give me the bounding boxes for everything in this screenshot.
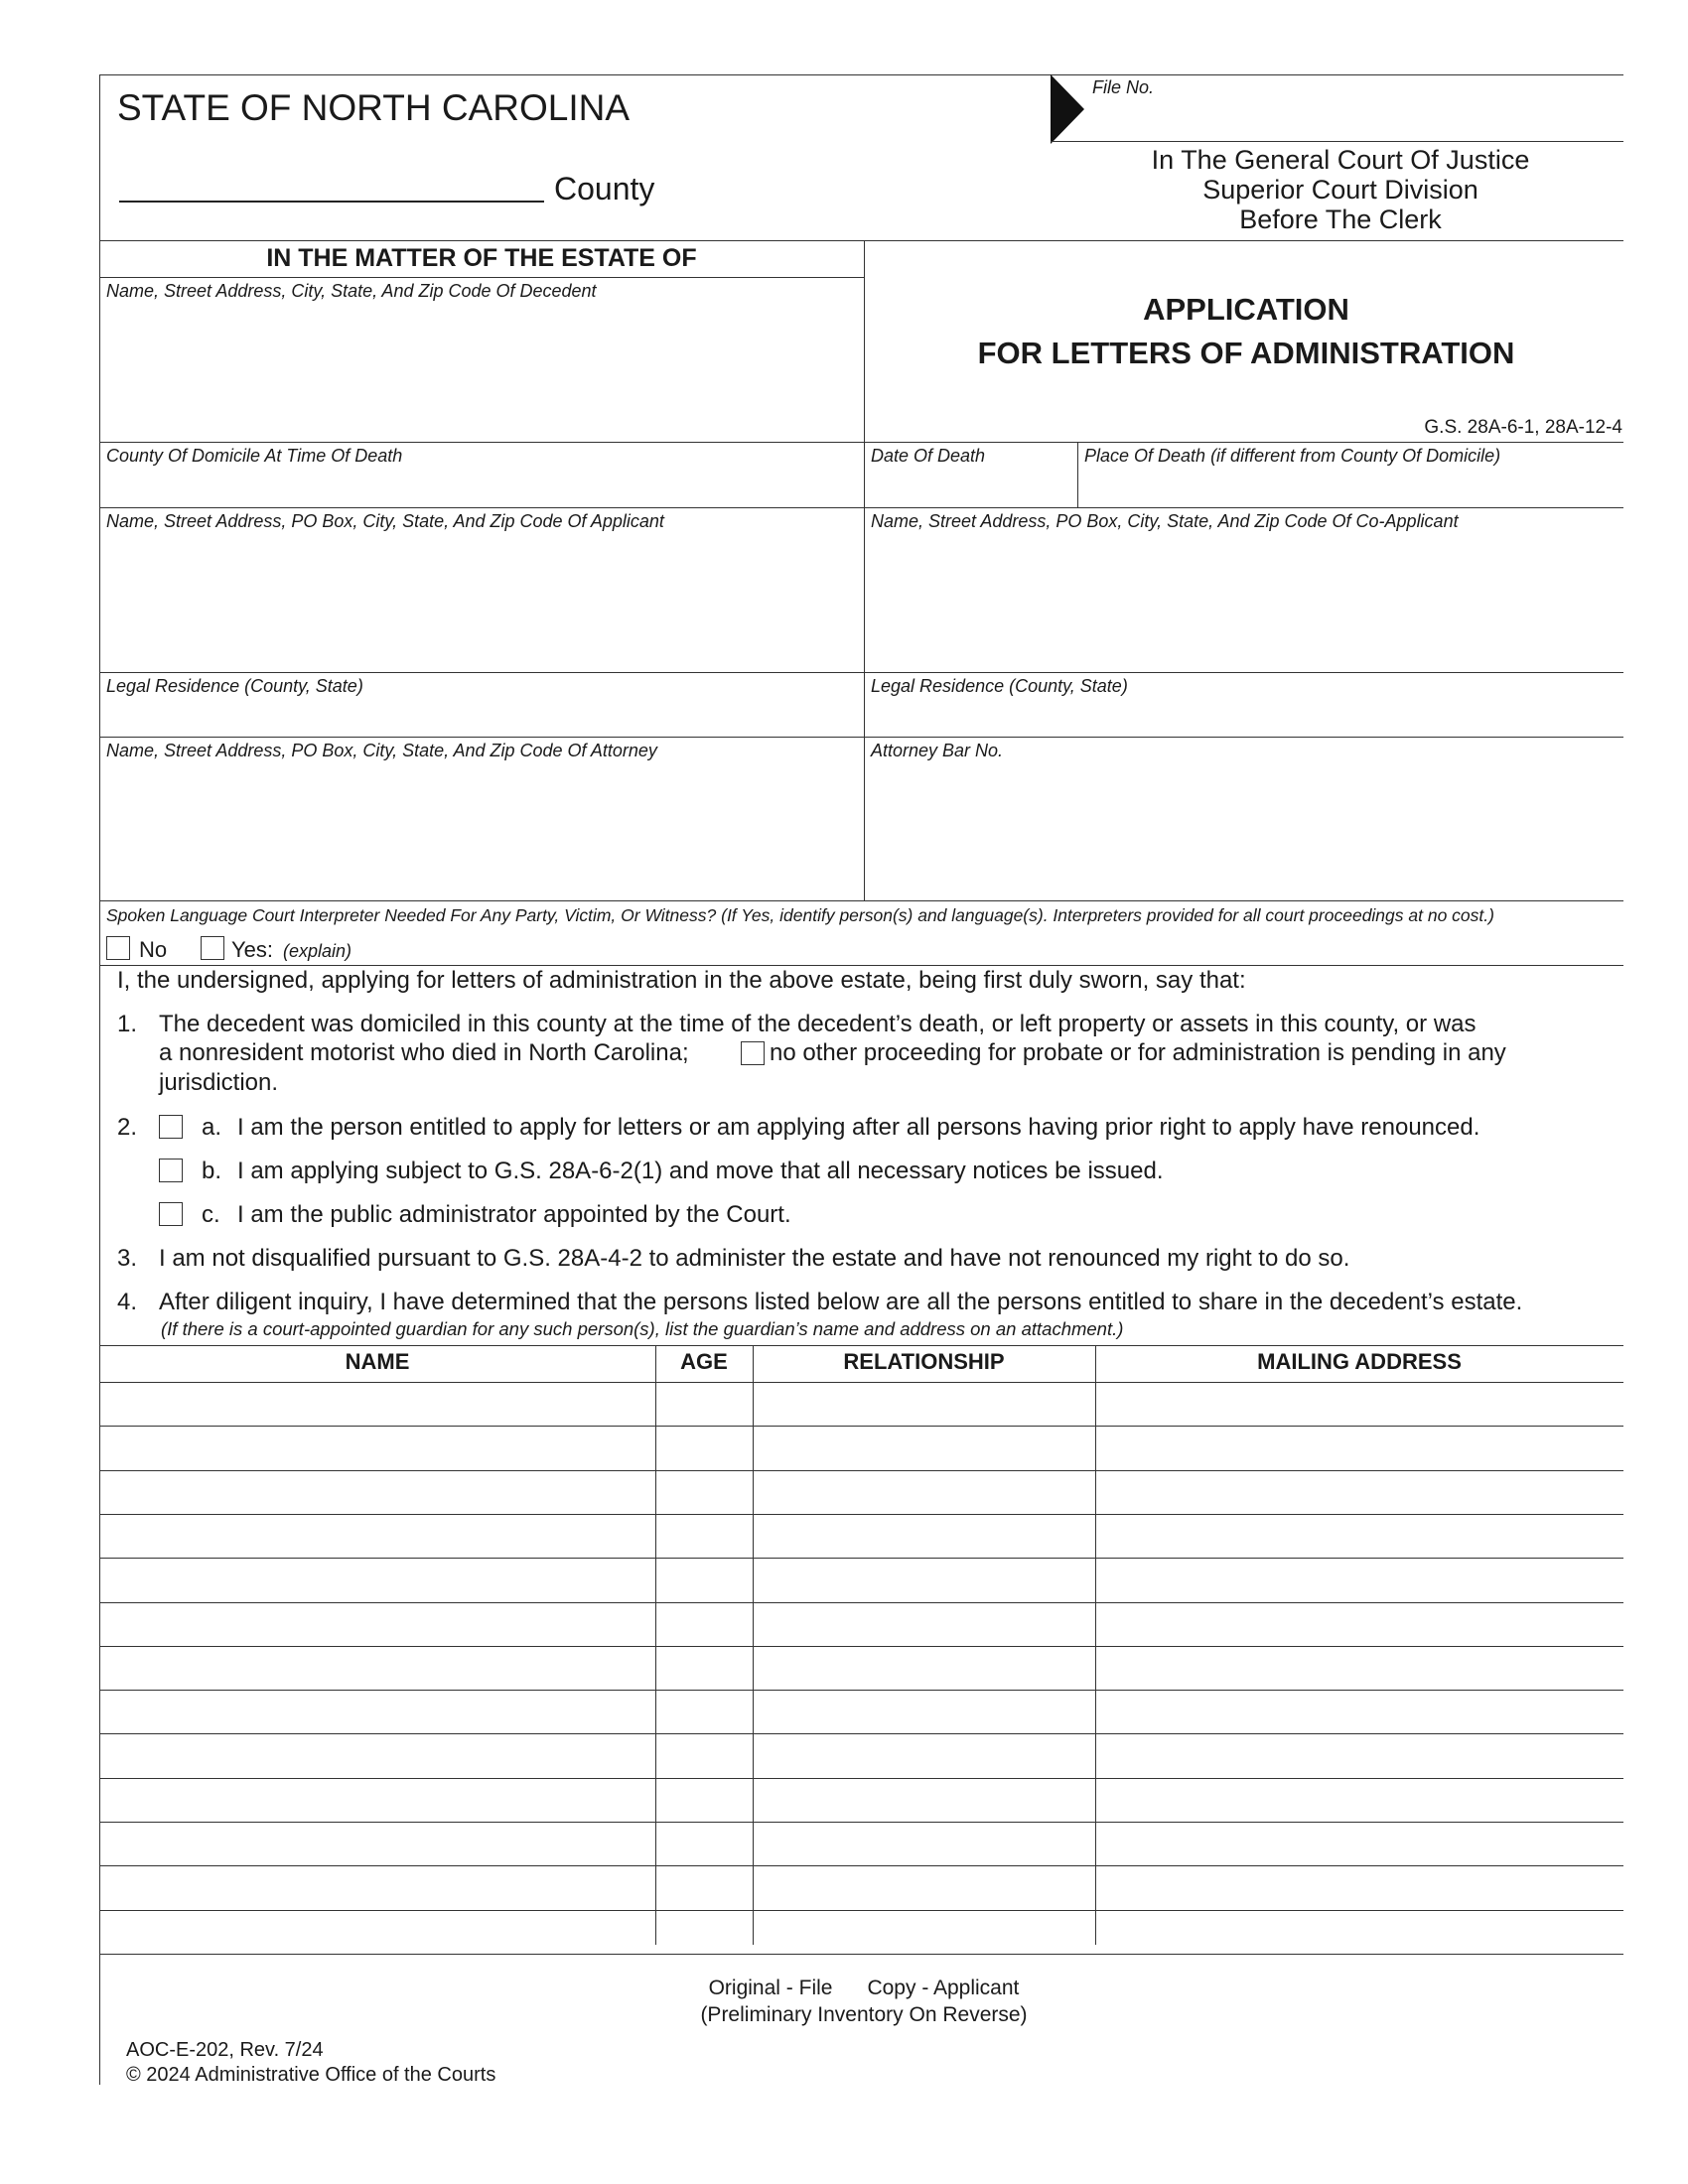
table-row-line xyxy=(99,1910,1623,1911)
table-row-line xyxy=(99,1558,1623,1559)
table-cell-input[interactable] xyxy=(101,1912,653,1952)
table-row-line xyxy=(99,1426,1623,1427)
item-1-line-2a: a nonresident motorist who died in North Carolina; xyxy=(159,1039,689,1066)
item-1-line-1: The decedent was domiciled in this county at the time of the decedent’s death, or left property or assets in this county, or was xyxy=(159,1011,1477,1037)
table-cell-input[interactable] xyxy=(755,1428,1093,1467)
table-cell-input[interactable] xyxy=(657,1780,751,1820)
date-place-divider xyxy=(1077,442,1078,508)
table-cell-input[interactable] xyxy=(657,1912,751,1952)
row-line-6 xyxy=(99,965,1623,966)
left-border xyxy=(99,74,100,2085)
interpreter-yes-checkbox[interactable] xyxy=(201,936,224,960)
file-no-label: File No. xyxy=(1092,77,1155,97)
table-row-line xyxy=(99,1646,1623,1647)
state-title: STATE OF NORTH CAROLINA xyxy=(117,87,630,128)
interpreter-explain-field[interactable] xyxy=(377,933,1618,961)
date-of-death-field[interactable] xyxy=(866,467,1074,504)
table-cell-input[interactable] xyxy=(1097,1912,1621,1952)
item-2b-checkbox[interactable] xyxy=(159,1159,183,1182)
table-row-line xyxy=(99,1822,1623,1823)
row-line-2 xyxy=(99,507,1623,508)
co-applicant-label: Name, Street Address, PO Box, City, State, And Zip Code Of Co-Applicant xyxy=(871,511,1459,531)
interpreter-explain-label: (explain) xyxy=(283,941,352,961)
applicant-field[interactable] xyxy=(101,533,862,670)
table-cell-input[interactable] xyxy=(657,1648,751,1688)
table-header-age: AGE xyxy=(680,1349,728,1374)
interpreter-no-checkbox[interactable] xyxy=(106,936,130,960)
copyright: © 2024 Administrative Office of the Courts xyxy=(126,2064,496,2086)
table-cell-input[interactable] xyxy=(755,1912,1093,1952)
attorney-field[interactable] xyxy=(101,762,862,897)
item-1-number: 1. xyxy=(117,1011,138,1037)
form-number: AOC-E-202, Rev. 7/24 xyxy=(126,2039,324,2061)
interpreter-no-label: No xyxy=(139,937,168,962)
decedent-field[interactable] xyxy=(101,303,862,440)
table-cell-input[interactable] xyxy=(657,1692,751,1731)
row-line-5 xyxy=(99,900,1623,901)
table-row-line xyxy=(99,1382,1623,1383)
date-of-death-label: Date Of Death xyxy=(871,446,986,466)
item-2a-text: I am the person entitled to apply for letters or am applying after all persons having prior right to apply have renounced. xyxy=(237,1114,1480,1141)
table-cell-input[interactable] xyxy=(755,1516,1093,1556)
item-4-text: After diligent inquiry, I have determined that the persons listed below are all the persons entitled to share in the decedent’s estate. xyxy=(159,1289,1523,1315)
form-title xyxy=(894,288,1599,375)
file-arrow-icon xyxy=(1051,74,1086,144)
table-cell-input[interactable] xyxy=(755,1780,1093,1820)
estate-heading: IN THE MATTER OF THE ESTATE OF xyxy=(266,244,697,272)
table-header-name: NAME xyxy=(345,1349,410,1374)
table-cell-input[interactable] xyxy=(1097,1648,1621,1688)
item-2-number: 2. xyxy=(117,1114,138,1141)
item-2c-checkbox[interactable] xyxy=(159,1202,183,1226)
table-cell-input[interactable] xyxy=(101,1472,653,1512)
table-cell-input[interactable] xyxy=(755,1692,1093,1731)
item-1-line-3: jurisdiction. xyxy=(159,1069,279,1096)
table-row-line xyxy=(99,1514,1623,1515)
table-cell-input[interactable] xyxy=(101,1560,653,1599)
row-line-3 xyxy=(99,672,1623,673)
table-cell-input[interactable] xyxy=(755,1648,1093,1688)
table-top-line xyxy=(99,1345,1623,1346)
center-divider-top xyxy=(864,240,865,900)
county-underline[interactable] xyxy=(119,201,544,203)
table-cell-input[interactable] xyxy=(101,1780,653,1820)
table-cell-input[interactable] xyxy=(657,1516,751,1556)
legal-residence-1-field[interactable] xyxy=(101,697,862,735)
table-cell-input[interactable] xyxy=(101,1648,653,1688)
table-row-line xyxy=(99,1865,1623,1866)
table-cell-input[interactable] xyxy=(755,1867,1093,1907)
table-cell-input[interactable] xyxy=(101,1384,653,1424)
attorney-label: Name, Street Address, PO Box, City, State, And Zip Code Of Attorney xyxy=(106,741,657,760)
title-line-2: FOR LETTERS OF ADMINISTRATION xyxy=(977,336,1515,370)
table-cell-input[interactable] xyxy=(1097,1472,1621,1512)
place-of-death-label: Place Of Death (if different from County Of Domicile) xyxy=(1084,446,1501,466)
applicant-label: Name, Street Address, PO Box, City, State, And Zip Code Of Applicant xyxy=(106,511,664,531)
item-1-line-2b: no other proceeding for probate or for administration is pending in any xyxy=(770,1039,1506,1066)
item-2a-letter: a. xyxy=(202,1114,222,1141)
top-border xyxy=(99,74,1623,75)
item-2c-text: I am the public administrator appointed by the Court. xyxy=(237,1201,791,1228)
item-2c-letter: c. xyxy=(202,1201,220,1228)
table-cell-input[interactable] xyxy=(657,1824,751,1863)
table-cell-input[interactable] xyxy=(1097,1428,1621,1467)
county-label: County xyxy=(554,171,655,206)
table-cell-input[interactable] xyxy=(657,1604,751,1644)
no-other-proceeding-checkbox[interactable] xyxy=(741,1041,765,1065)
table-cell-input[interactable] xyxy=(755,1472,1093,1512)
table-cell-input[interactable] xyxy=(101,1692,653,1731)
row-line-4 xyxy=(99,737,1623,738)
court-block xyxy=(1092,145,1589,234)
court-line-1: In The General Court Of Justice xyxy=(1151,145,1530,175)
table-cell-input[interactable] xyxy=(1097,1867,1621,1907)
item-4-number: 4. xyxy=(117,1289,138,1315)
table-cell-input[interactable] xyxy=(101,1604,653,1644)
item-4-note: (If there is a court-appointed guardian for any such person(s), list the guardian’s name and address on an attachment.) xyxy=(161,1318,1124,1339)
table-row-line xyxy=(99,1954,1623,1955)
table-cell-input[interactable] xyxy=(657,1867,751,1907)
item-2a-checkbox[interactable] xyxy=(159,1115,183,1139)
table-cell-input[interactable] xyxy=(755,1735,1093,1775)
table-row-line xyxy=(99,1778,1623,1779)
file-no-line[interactable] xyxy=(1051,141,1623,142)
footer-copies: Original - File Copy - Applicant xyxy=(708,1977,1020,1999)
county-domicile-field[interactable] xyxy=(101,467,862,504)
table-cell-input[interactable] xyxy=(1097,1780,1621,1820)
table-cell-input[interactable] xyxy=(1097,1384,1621,1424)
table-cell-input[interactable] xyxy=(657,1560,751,1599)
table-cell-input[interactable] xyxy=(657,1472,751,1512)
title-line-1: APPLICATION xyxy=(1143,292,1349,327)
legal-residence-2-label: Legal Residence (County, State) xyxy=(871,676,1128,696)
item-2b-text: I am applying subject to G.S. 28A-6-2(1) and move that all necessary notices be issued. xyxy=(237,1158,1164,1184)
court-line-3: Before The Clerk xyxy=(1239,205,1442,234)
header-divider xyxy=(99,240,1623,241)
attorney-bar-field[interactable] xyxy=(866,762,1621,897)
place-of-death-field[interactable] xyxy=(1079,467,1621,504)
table-cell-input[interactable] xyxy=(1097,1824,1621,1863)
table-cell-input[interactable] xyxy=(755,1560,1093,1599)
interpreter-question: Spoken Language Court Interpreter Needed For Any Party, Victim, Or Witness? (If Yes, identify person(s) and language(s). Interpreters provided for all court proceedings at no cost.) xyxy=(106,905,1494,925)
item-3-number: 3. xyxy=(117,1245,138,1272)
table-cell-input[interactable] xyxy=(755,1384,1093,1424)
table-cell-input[interactable] xyxy=(1097,1516,1621,1556)
county-domicile-label: County Of Domicile At Time Of Death xyxy=(106,446,403,466)
table-cell-input[interactable] xyxy=(657,1384,751,1424)
table-cell-input[interactable] xyxy=(101,1516,653,1556)
legal-residence-1-label: Legal Residence (County, State) xyxy=(106,676,363,696)
statement-intro: I, the undersigned, applying for letters of administration in the above estate, being first duly sworn, say that: xyxy=(117,967,1246,994)
table-cell-input[interactable] xyxy=(1097,1692,1621,1731)
interpreter-yes-label: Yes: xyxy=(231,937,274,962)
table-header-mailing-address: MAILING ADDRESS xyxy=(1257,1349,1462,1374)
statute-ref: G.S. 28A-6-1, 28A-12-4 xyxy=(1424,417,1622,438)
table-cell-input[interactable] xyxy=(755,1604,1093,1644)
table-cell-input[interactable] xyxy=(101,1735,653,1775)
table-row-line xyxy=(99,1733,1623,1734)
table-cell-input[interactable] xyxy=(101,1824,653,1863)
table-cell-input[interactable] xyxy=(1097,1604,1621,1644)
footer-reverse-note: (Preliminary Inventory On Reverse) xyxy=(700,2003,1028,2026)
table-cell-input[interactable] xyxy=(101,1428,653,1467)
item-2b-letter: b. xyxy=(202,1158,222,1184)
item-3-text: I am not disqualified pursuant to G.S. 28A-4-2 to administer the estate and have not renounced my right to do so. xyxy=(159,1245,1350,1272)
table-cell-input[interactable] xyxy=(657,1735,751,1775)
table-cell-input[interactable] xyxy=(1097,1560,1621,1599)
decedent-label: Name, Street Address, City, State, And Zip Code Of Decedent xyxy=(106,281,597,301)
table-cell-input[interactable] xyxy=(755,1824,1093,1863)
row-line-1 xyxy=(99,442,1623,443)
table-cell-input[interactable] xyxy=(1097,1735,1621,1775)
attorney-bar-label: Attorney Bar No. xyxy=(871,741,1004,760)
legal-residence-2-field[interactable] xyxy=(866,697,1621,735)
court-line-2: Superior Court Division xyxy=(1202,175,1478,205)
table-cell-input[interactable] xyxy=(657,1428,751,1467)
table-row-line xyxy=(99,1690,1623,1691)
co-applicant-field[interactable] xyxy=(866,533,1621,670)
table-row-line xyxy=(99,1470,1623,1471)
table-cell-input[interactable] xyxy=(101,1867,653,1907)
table-header-relationship: RELATIONSHIP xyxy=(843,1349,1005,1374)
estate-heading-line xyxy=(99,277,864,278)
table-row-line xyxy=(99,1602,1623,1603)
